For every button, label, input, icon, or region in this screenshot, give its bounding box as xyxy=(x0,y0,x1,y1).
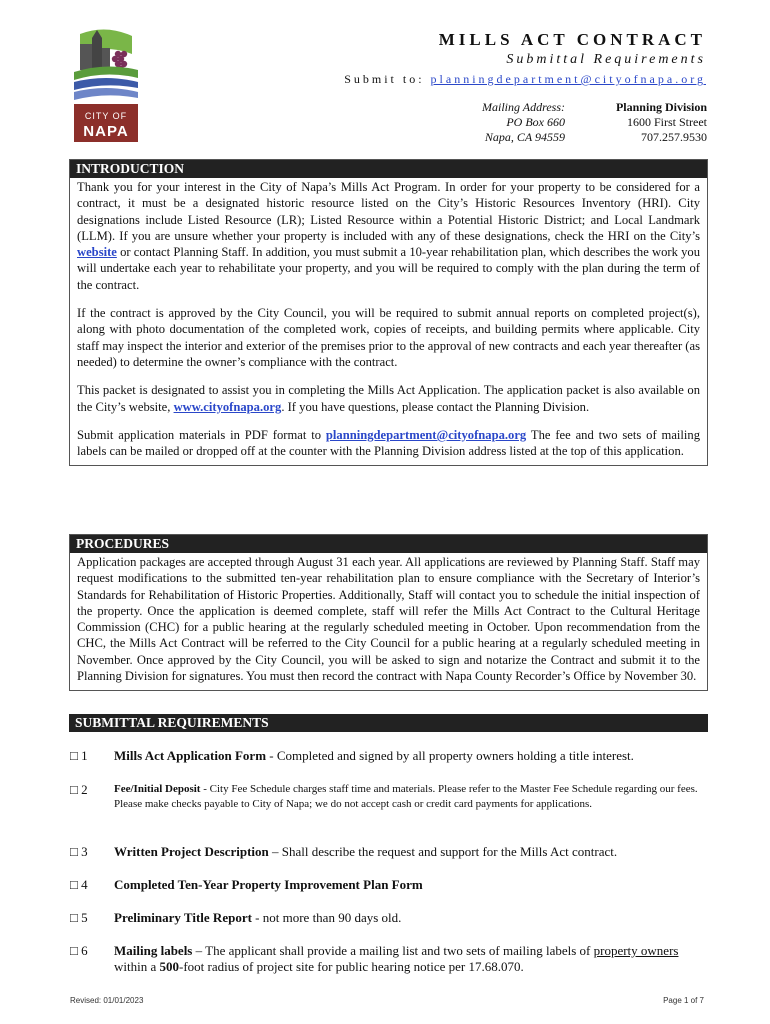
city-of-napa-logo xyxy=(70,26,142,144)
requirement-checkbox-3[interactable]: □ 3 xyxy=(70,844,88,859)
requirement-desc: – Shall describe the request and support for the Mills Act contract. xyxy=(268,844,618,859)
requirement-title: Fee/Initial Deposit xyxy=(114,783,201,795)
introduction-heading: INTRODUCTION xyxy=(70,160,707,178)
requirement-desc-a: – The applicant shall provide a mailing list and two sets of mailing labels of xyxy=(192,943,594,958)
submittal-heading: SUBMITTAL REQUIREMENTS xyxy=(69,714,708,732)
submittal-section xyxy=(69,714,708,732)
procedures-heading: PROCEDURES xyxy=(70,535,707,553)
requirement-checkbox-6[interactable]: □ 6 xyxy=(70,943,88,958)
requirement-title: Completed Ten-Year Property Improvement Plan Form xyxy=(114,877,423,892)
title-block xyxy=(344,30,706,87)
requirement-text xyxy=(114,877,704,893)
page-number: Page 1 of 7 xyxy=(663,996,704,1005)
requirement-desc-underlined: property owners xyxy=(593,943,679,958)
requirement-text xyxy=(114,910,704,926)
intro-p3-text-a: This packet is designated to assist you in completing the Mills Act Application. The application packet is also available on the City’s website, xyxy=(77,383,700,414)
requirement-title: Written Project Description xyxy=(114,844,269,859)
division-street: 1600 First Street xyxy=(627,115,707,129)
mailing-line2: Napa, CA 94559 xyxy=(484,130,565,144)
logo-text-city-of: CITY OF xyxy=(84,111,128,121)
requirement-title: Preliminary Title Report xyxy=(114,910,252,925)
intro-p1-text-b: or contact Planning Staff. In addition, you must submit a 10-year rehabilitation plan, which describes the work you will undertake each year to rehabilitate your property, and you will be required to comply with the plan during the term of the contract. xyxy=(77,245,700,292)
intro-p4-text-a: Submit application materials in PDF format to xyxy=(77,427,322,442)
submit-line xyxy=(344,72,706,87)
requirement-desc: - not more than 90 days old. xyxy=(251,910,402,925)
introduction-section xyxy=(69,159,708,466)
planning-email-link[interactable]: planningdepartment@cityofnapa.org xyxy=(325,427,527,442)
intro-paragraph-3 xyxy=(77,382,700,415)
requirement-title: Mills Act Application Form xyxy=(114,748,267,763)
submit-email-link[interactable]: planningdepartment@cityofnapa.org xyxy=(430,72,706,86)
introduction-body xyxy=(70,178,707,465)
website-link[interactable]: website xyxy=(77,245,117,260)
mailing-address xyxy=(482,100,565,145)
requirement-desc-b: within a xyxy=(114,959,160,974)
requirement-text xyxy=(114,782,704,812)
intro-paragraph-2: If the contract is approved by the City Council, you will be required to submit annual reports on completed project(s), along with photo documentation of the completed work, copies of receipts, and building permits where applicable. City staff may inspect the interior and exterior of the premises prior to the approval of new contracts and each year thereafter (as needed) to determine the owner’s compliance with the contract. xyxy=(77,306,700,369)
requirement-desc-c: -foot radius of project site for public hearing notice per 17.68.070. xyxy=(179,959,524,974)
procedures-section xyxy=(69,534,708,691)
division-name: Planning Division xyxy=(615,100,707,114)
logo-text-napa: NAPA xyxy=(83,123,129,140)
requirement-checkbox-1[interactable]: □ 1 xyxy=(70,748,88,763)
requirement-desc: - City Fee Schedule charges staff time and materials. Please refer to the Master Fee Schedule regarding our fees. Please make checks payable to City of Napa; we do not accept cash or credit card payments for applications. xyxy=(114,783,698,810)
requirement-desc: - Completed and signed by all property owners holding a title interest. xyxy=(266,748,634,763)
revised-date: Revised: 01/01/2023 xyxy=(70,996,144,1005)
city-website-link[interactable]: www.cityofnapa.org xyxy=(173,399,282,414)
document-subtitle: Submittal Requirements xyxy=(506,52,706,67)
division-phone: 707.257.9530 xyxy=(641,130,707,144)
division-address xyxy=(616,100,707,145)
intro-p1-text-a: Thank you for your interest in the City of Napa’s Mills Act Program. In order for your property to be considered for a contract, it must be a designated historic resource listed on the City’s Historic Resources Inventory (HRI). City designations include Listed Resource (LR); Listed Resource within a Potential Historic District; and Local Landmark (LLM). If you are unsure whether your property is included with any of these designations, check the HRI on the City’s xyxy=(77,180,700,243)
intro-p4-text-b: The fee and two sets of mailing labels can be mailed or dropped off at the counter with the Planning Division address listed at the top of this application. xyxy=(77,427,701,459)
mailing-line1: PO Box 660 xyxy=(506,115,565,129)
requirement-text xyxy=(114,748,704,764)
requirement-desc-bold: 500 xyxy=(159,959,179,974)
requirement-title: Mailing labels xyxy=(114,943,193,958)
mailing-label: Mailing Address: xyxy=(482,100,565,114)
requirement-checkbox-2[interactable]: □ 2 xyxy=(70,782,88,797)
intro-paragraph-1 xyxy=(77,179,700,293)
procedures-body: Application packages are accepted through August 31 each year. All applications are reviewed by Planning Staff. Staff may request modifications to the submitted ten-year rehabilitation plan to ensure compliance with the Secretary of Interior’s Standards for Rehabilitation of Historic Properties. Additionally, Staff will contact you to schedule the initial inspection of the property. Once the application is deemed complete, staff will refer the Mills Act Contract to the Cultural Heritage Commission (CHC) for a public hearing at the regularly scheduled meeting in October. Upon recommendation from the CHC, the Mills Act Contract will be referred to the City Council for a public hearing at a regularly scheduled meeting in November. Once approved by the City Council, you will be asked to sign and notarize the Contract and submit it to the Planning Division for signatures. You must then record the contract with Napa County Recorder’s Office by November 30. xyxy=(77,555,700,684)
requirement-text xyxy=(114,844,704,860)
requirement-text xyxy=(114,943,704,975)
intro-p3-text-b: . If you have questions, please contact the Planning Division. xyxy=(281,399,590,414)
submit-prefix: Submit to: xyxy=(344,72,425,86)
requirement-checkbox-5[interactable]: □ 5 xyxy=(70,910,88,925)
requirement-checkbox-4[interactable]: □ 4 xyxy=(70,877,88,892)
intro-paragraph-4 xyxy=(77,427,700,460)
document-title: MILLS ACT CONTRACT xyxy=(438,30,706,49)
